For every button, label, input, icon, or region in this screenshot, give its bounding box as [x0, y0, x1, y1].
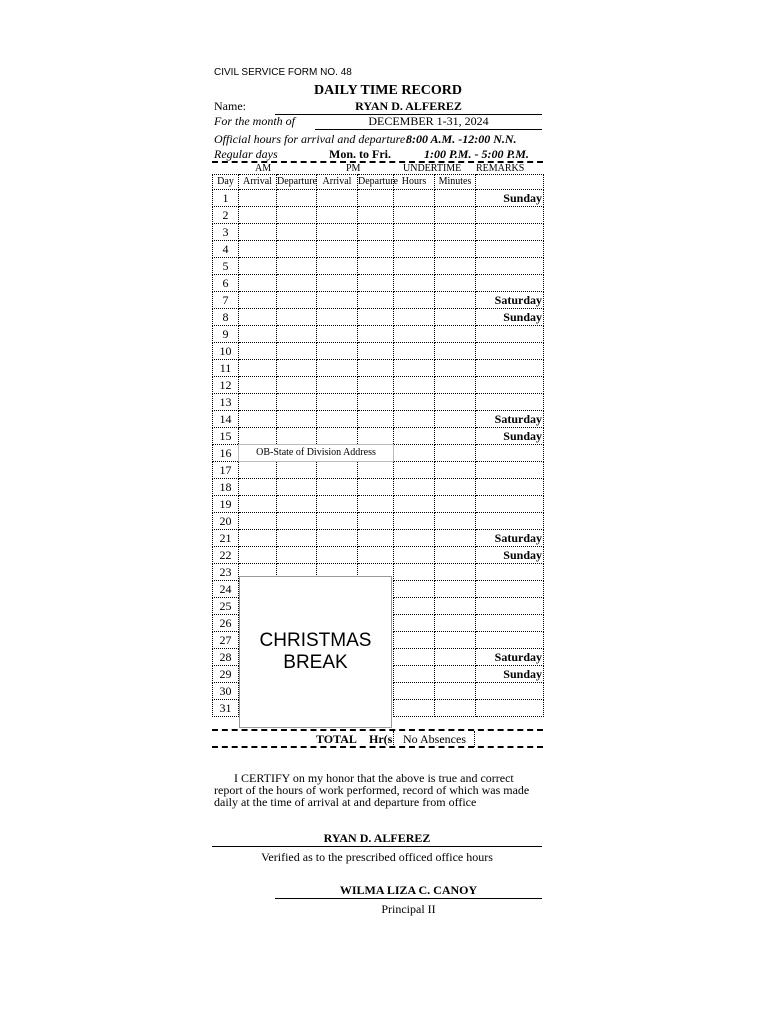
- undertime-minutes-cell: [435, 479, 476, 496]
- table-divider-bottom: [212, 729, 543, 731]
- ob-note-cell: OB-State of Division Address: [239, 445, 394, 462]
- pm-arrival-cell: [317, 479, 358, 496]
- employee-signature-name: RYAN D. ALFEREZ: [323, 831, 431, 845]
- pm-departure-cell: [358, 292, 394, 309]
- pm-departure-cell: [358, 479, 394, 496]
- undertime-hours-cell: [394, 666, 435, 683]
- undertime-minutes-cell: [435, 241, 476, 258]
- pm-departure-cell: [358, 207, 394, 224]
- remarks-cell: [476, 581, 544, 598]
- day-number-cell: 4: [213, 241, 239, 258]
- undertime-minutes-cell: [435, 496, 476, 513]
- christmas-break-line2: BREAK: [283, 652, 348, 673]
- undertime-minutes-cell: [435, 598, 476, 615]
- pm-departure-cell: [358, 360, 394, 377]
- day-number-cell: 6: [213, 275, 239, 292]
- undertime-minutes-cell: [435, 683, 476, 700]
- am-arrival-cell: [239, 394, 277, 411]
- pm-header: PM: [346, 163, 361, 174]
- total-divider: [212, 746, 543, 748]
- am-departure-cell: [277, 207, 317, 224]
- pm-arrival-column-header: Arrival: [317, 175, 358, 190]
- pm-arrival-cell: [317, 513, 358, 530]
- undertime-minutes-cell: [435, 615, 476, 632]
- remarks-cell: Saturday: [476, 292, 544, 309]
- pm-departure-cell: [358, 275, 394, 292]
- am-arrival-cell: [239, 309, 277, 326]
- undertime-minutes-cell: [435, 326, 476, 343]
- month-label: For the month of: [214, 114, 295, 128]
- am-departure-cell: [277, 513, 317, 530]
- remarks-cell: Sunday: [476, 666, 544, 683]
- christmas-break-box: [239, 576, 392, 728]
- pm-arrival-cell: [317, 462, 358, 479]
- day-number-cell: 21: [213, 530, 239, 547]
- remarks-cell: [476, 445, 544, 462]
- am-arrival-cell: [239, 428, 277, 445]
- total-value: No Absences: [403, 732, 466, 746]
- table-row: [213, 224, 544, 241]
- pm-arrival-cell: [317, 428, 358, 445]
- remarks-cell: [476, 462, 544, 479]
- am-header: AM: [255, 163, 272, 174]
- remarks-cell: [476, 224, 544, 241]
- am-arrival-cell: [239, 530, 277, 547]
- undertime-hours-cell: [394, 292, 435, 309]
- undertime-hours-cell: [394, 598, 435, 615]
- am-departure-cell: [277, 326, 317, 343]
- pm-departure-cell: [358, 309, 394, 326]
- page-title: DAILY TIME RECORD: [313, 83, 463, 98]
- am-departure-cell: [277, 428, 317, 445]
- pm-arrival-cell: [317, 275, 358, 292]
- undertime-hours-cell: [394, 581, 435, 598]
- day-number-cell: 22: [213, 547, 239, 564]
- pm-arrival-cell: [317, 530, 358, 547]
- supervisor-title: Principal II: [381, 902, 436, 916]
- hours-column-header: Hours: [394, 175, 435, 190]
- undertime-minutes-cell: [435, 411, 476, 428]
- total-cell-divider-2: [474, 731, 475, 747]
- day-number-cell: 11: [213, 360, 239, 377]
- pm-arrival-cell: [317, 190, 358, 207]
- day-number-cell: 25: [213, 598, 239, 615]
- remarks-cell: [476, 632, 544, 649]
- employee-signature-line: [212, 846, 542, 847]
- pm-arrival-cell: [317, 224, 358, 241]
- remarks-cell: [476, 615, 544, 632]
- undertime-minutes-cell: [435, 309, 476, 326]
- pm-arrival-cell: [317, 326, 358, 343]
- undertime-minutes-cell: [435, 547, 476, 564]
- supervisor-signature-line: [275, 898, 542, 899]
- pm-departure-cell: [358, 411, 394, 428]
- remarks-cell: [476, 258, 544, 275]
- remarks-cell: [476, 564, 544, 581]
- am-arrival-cell: [239, 496, 277, 513]
- table-row: [213, 326, 544, 343]
- remarks-cell: Sunday: [476, 309, 544, 326]
- undertime-minutes-cell: [435, 360, 476, 377]
- table-row: [213, 513, 544, 530]
- undertime-hours-cell: [394, 547, 435, 564]
- undertime-minutes-cell: [435, 649, 476, 666]
- remarks-cell: [476, 360, 544, 377]
- undertime-minutes-cell: [435, 445, 476, 462]
- undertime-hours-cell: [394, 683, 435, 700]
- table-row: [213, 428, 544, 445]
- undertime-hours-cell: [394, 224, 435, 241]
- pm-arrival-cell: [317, 207, 358, 224]
- table-row: [213, 309, 544, 326]
- employee-name: RYAN D. ALFEREZ: [275, 99, 542, 115]
- undertime-minutes-cell: [435, 581, 476, 598]
- undertime-minutes-cell: [435, 530, 476, 547]
- column-header-row: [213, 175, 544, 190]
- day-number-cell: 3: [213, 224, 239, 241]
- table-row: [213, 445, 544, 462]
- day-number-cell: 16: [213, 445, 239, 462]
- pm-arrival-cell: [317, 292, 358, 309]
- undertime-hours-cell: [394, 632, 435, 649]
- am-departure-cell: [277, 360, 317, 377]
- day-number-cell: 9: [213, 326, 239, 343]
- pm-arrival-cell: [317, 360, 358, 377]
- am-arrival-cell: [239, 292, 277, 309]
- undertime-minutes-cell: [435, 258, 476, 275]
- am-departure-cell: [277, 343, 317, 360]
- undertime-hours-cell: [394, 343, 435, 360]
- am-arrival-cell: [239, 190, 277, 207]
- am-arrival-cell: [239, 360, 277, 377]
- remarks-cell: Sunday: [476, 428, 544, 445]
- supervisor-name: WILMA LIZA C. CANOY: [339, 883, 478, 897]
- verified-text: Verified as to the prescribed officed office hours: [261, 850, 493, 864]
- remarks-cell: [476, 598, 544, 615]
- official-hours-am: 8:00 A.M. -12:00 N.N.: [406, 132, 517, 146]
- am-arrival-cell: [239, 207, 277, 224]
- pm-arrival-cell: [317, 258, 358, 275]
- total-label: TOTAL: [316, 732, 357, 746]
- pm-departure-cell: [358, 428, 394, 445]
- am-departure-cell: [277, 462, 317, 479]
- day-number-cell: 20: [213, 513, 239, 530]
- day-number-cell: 7: [213, 292, 239, 309]
- pm-departure-cell: [358, 394, 394, 411]
- remarks-column-header: [476, 175, 544, 190]
- day-column-header: Day: [213, 175, 239, 190]
- remarks-cell: [476, 513, 544, 530]
- undertime-hours-cell: [394, 700, 435, 717]
- undertime-minutes-cell: [435, 275, 476, 292]
- day-number-cell: 1: [213, 190, 239, 207]
- table-row: [213, 207, 544, 224]
- pm-arrival-cell: [317, 309, 358, 326]
- day-number-cell: 26: [213, 615, 239, 632]
- undertime-minutes-cell: [435, 190, 476, 207]
- table-row: [213, 394, 544, 411]
- undertime-minutes-cell: [435, 224, 476, 241]
- undertime-minutes-cell: [435, 700, 476, 717]
- remarks-cell: [476, 275, 544, 292]
- form-number: CIVIL SERVICE FORM NO. 48: [214, 67, 352, 78]
- am-departure-cell: [277, 479, 317, 496]
- total-cell-divider-1: [393, 731, 394, 747]
- table-row: [213, 275, 544, 292]
- undertime-hours-cell: [394, 649, 435, 666]
- pm-departure-cell: [358, 496, 394, 513]
- certification-text: I CERTIFY on my honor that the above is true and correct report of the hours of work performed, record of which was made daily at the time of arrival at and departure from office: [214, 771, 530, 809]
- pm-arrival-cell: [317, 241, 358, 258]
- remarks-cell: Sunday: [476, 190, 544, 207]
- undertime-minutes-cell: [435, 207, 476, 224]
- remarks-cell: [476, 479, 544, 496]
- undertime-header: UNDERTIME: [403, 163, 462, 174]
- pm-arrival-cell: [317, 496, 358, 513]
- day-number-cell: 23: [213, 564, 239, 581]
- undertime-hours-cell: [394, 258, 435, 275]
- remarks-cell: Saturday: [476, 411, 544, 428]
- day-number-cell: 10: [213, 343, 239, 360]
- undertime-hours-cell: [394, 309, 435, 326]
- am-arrival-cell: [239, 547, 277, 564]
- regular-days-label: Regular days: [214, 147, 278, 161]
- am-arrival-cell: [239, 224, 277, 241]
- am-arrival-column-header: Arrival: [239, 175, 277, 190]
- am-departure-cell: [277, 275, 317, 292]
- pm-departure-cell: [358, 513, 394, 530]
- minutes-column-header: Minutes: [435, 175, 476, 190]
- day-number-cell: 14: [213, 411, 239, 428]
- am-departure-cell: [277, 224, 317, 241]
- undertime-minutes-cell: [435, 564, 476, 581]
- undertime-minutes-cell: [435, 377, 476, 394]
- undertime-hours-cell: [394, 428, 435, 445]
- day-number-cell: 28: [213, 649, 239, 666]
- pm-departure-cell: [358, 547, 394, 564]
- pm-arrival-cell: [317, 377, 358, 394]
- day-number-cell: 18: [213, 479, 239, 496]
- remarks-cell: [476, 377, 544, 394]
- official-hours-pm: 1:00 P.M. - 5:00 P.M.: [424, 147, 529, 161]
- remarks-cell: Sunday: [476, 547, 544, 564]
- day-number-cell: 27: [213, 632, 239, 649]
- table-row: [213, 292, 544, 309]
- am-departure-cell: [277, 411, 317, 428]
- undertime-hours-cell: [394, 513, 435, 530]
- day-number-cell: 17: [213, 462, 239, 479]
- name-label: Name:: [214, 99, 246, 113]
- remarks-cell: [476, 326, 544, 343]
- pm-arrival-cell: [317, 547, 358, 564]
- remarks-cell: [476, 683, 544, 700]
- am-arrival-cell: [239, 479, 277, 496]
- undertime-hours-cell: [394, 411, 435, 428]
- table-row: [213, 547, 544, 564]
- pm-arrival-cell: [317, 394, 358, 411]
- undertime-minutes-cell: [435, 394, 476, 411]
- remarks-cell: [476, 343, 544, 360]
- am-arrival-cell: [239, 343, 277, 360]
- undertime-hours-cell: [394, 190, 435, 207]
- undertime-minutes-cell: [435, 428, 476, 445]
- regular-days-value: Mon. to Fri.: [329, 147, 391, 161]
- remarks-header: REMARKS: [476, 163, 525, 174]
- day-number-cell: 8: [213, 309, 239, 326]
- undertime-hours-cell: [394, 275, 435, 292]
- undertime-hours-cell: [394, 530, 435, 547]
- am-departure-cell: [277, 241, 317, 258]
- table-row: [213, 530, 544, 547]
- am-departure-cell: [277, 496, 317, 513]
- am-arrival-cell: [239, 411, 277, 428]
- day-number-cell: 5: [213, 258, 239, 275]
- am-arrival-cell: [239, 462, 277, 479]
- undertime-hours-cell: [394, 496, 435, 513]
- pm-departure-column-header: Departure: [358, 175, 394, 190]
- undertime-minutes-cell: [435, 513, 476, 530]
- christmas-break-line1: CHRISTMAS: [259, 630, 372, 651]
- day-number-cell: 31: [213, 700, 239, 717]
- pm-arrival-cell: [317, 411, 358, 428]
- pm-departure-cell: [358, 258, 394, 275]
- undertime-minutes-cell: [435, 462, 476, 479]
- month-value: DECEMBER 1-31, 2024: [315, 114, 542, 130]
- am-departure-cell: [277, 377, 317, 394]
- pm-arrival-cell: [317, 343, 358, 360]
- undertime-minutes-cell: [435, 292, 476, 309]
- hours-label: Hr(s: [369, 732, 393, 746]
- remarks-cell: [476, 207, 544, 224]
- table-row: [213, 360, 544, 377]
- pm-departure-cell: [358, 462, 394, 479]
- remarks-cell: [476, 394, 544, 411]
- table-row: [213, 258, 544, 275]
- undertime-minutes-cell: [435, 666, 476, 683]
- pm-departure-cell: [358, 326, 394, 343]
- undertime-hours-cell: [394, 326, 435, 343]
- undertime-hours-cell: [394, 377, 435, 394]
- am-arrival-cell: [239, 513, 277, 530]
- table-row: [213, 411, 544, 428]
- am-departure-cell: [277, 309, 317, 326]
- table-row: [213, 479, 544, 496]
- remarks-cell: [476, 241, 544, 258]
- pm-departure-cell: [358, 530, 394, 547]
- pm-departure-cell: [358, 190, 394, 207]
- table-row: [213, 377, 544, 394]
- am-departure-cell: [277, 190, 317, 207]
- day-number-cell: 24: [213, 581, 239, 598]
- am-arrival-cell: [239, 241, 277, 258]
- am-arrival-cell: [239, 275, 277, 292]
- table-row: [213, 241, 544, 258]
- day-number-cell: 12: [213, 377, 239, 394]
- am-departure-cell: [277, 292, 317, 309]
- undertime-hours-cell: [394, 479, 435, 496]
- pm-departure-cell: [358, 224, 394, 241]
- table-row: [213, 462, 544, 479]
- day-number-cell: 19: [213, 496, 239, 513]
- undertime-hours-cell: [394, 615, 435, 632]
- am-departure-cell: [277, 258, 317, 275]
- am-arrival-cell: [239, 258, 277, 275]
- remarks-cell: [476, 700, 544, 717]
- day-number-cell: 13: [213, 394, 239, 411]
- undertime-hours-cell: [394, 360, 435, 377]
- am-departure-column-header: Departure: [277, 175, 317, 190]
- pm-departure-cell: [358, 377, 394, 394]
- am-arrival-cell: [239, 326, 277, 343]
- pm-departure-cell: [358, 241, 394, 258]
- remarks-cell: Saturday: [476, 649, 544, 666]
- table-row: [213, 496, 544, 513]
- remarks-cell: [476, 496, 544, 513]
- undertime-hours-cell: [394, 445, 435, 462]
- official-hours-label: Official hours for arrival and departure:: [214, 132, 410, 146]
- am-arrival-cell: [239, 377, 277, 394]
- undertime-minutes-cell: [435, 343, 476, 360]
- day-number-cell: 29: [213, 666, 239, 683]
- am-departure-cell: [277, 530, 317, 547]
- day-number-cell: 15: [213, 428, 239, 445]
- undertime-hours-cell: [394, 207, 435, 224]
- undertime-hours-cell: [394, 462, 435, 479]
- day-number-cell: 30: [213, 683, 239, 700]
- undertime-minutes-cell: [435, 632, 476, 649]
- remarks-cell: Saturday: [476, 530, 544, 547]
- day-number-cell: 2: [213, 207, 239, 224]
- pm-departure-cell: [358, 343, 394, 360]
- undertime-hours-cell: [394, 241, 435, 258]
- am-departure-cell: [277, 547, 317, 564]
- am-departure-cell: [277, 394, 317, 411]
- table-row: [213, 190, 544, 207]
- table-row: [213, 343, 544, 360]
- undertime-hours-cell: [394, 564, 435, 581]
- undertime-hours-cell: [394, 394, 435, 411]
